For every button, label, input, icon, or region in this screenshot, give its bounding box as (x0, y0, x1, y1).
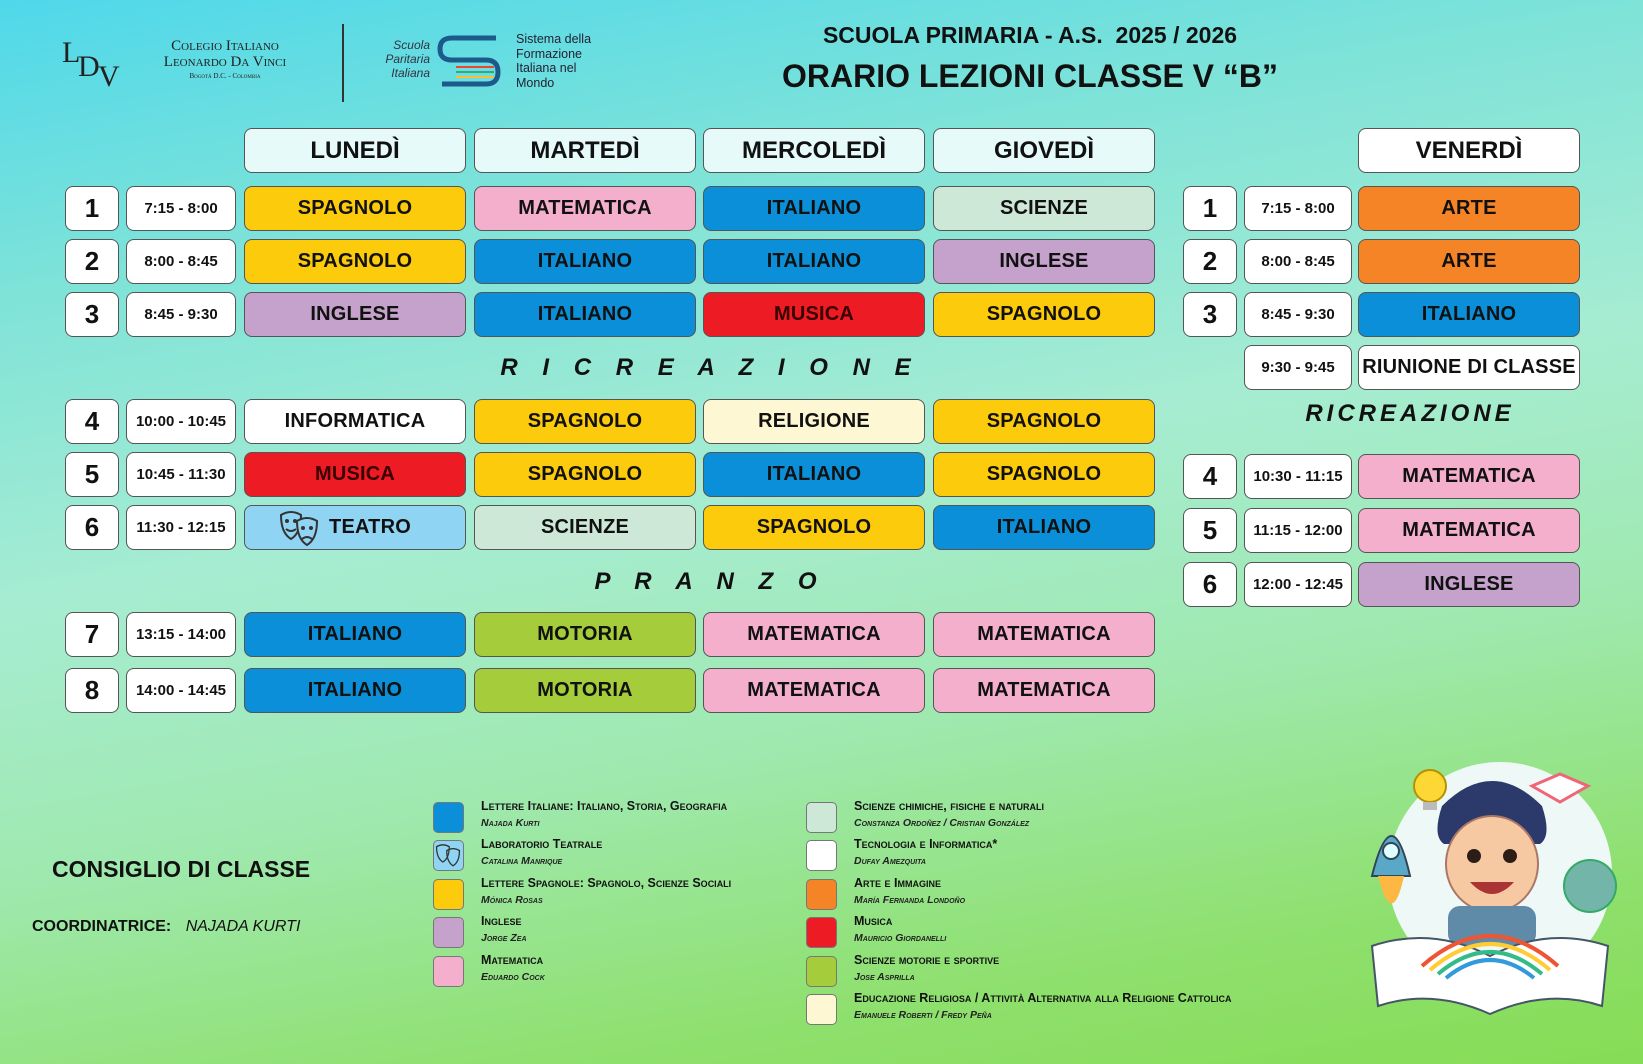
friday-period-time-3: 8:45 - 9:30 (1244, 292, 1352, 337)
lesson-mon-7: ITALIANO (244, 612, 466, 657)
lesson-mon-3: INGLESE (244, 292, 466, 337)
legend-swatch-musica (806, 917, 837, 948)
coordinatrice-label: COORDINATRICE: (32, 918, 172, 935)
lesson-mon-6 (244, 505, 466, 550)
lesson-mon-2: SPAGNOLO (244, 239, 466, 284)
lesson-thu-4: SPAGNOLO (933, 399, 1155, 444)
lesson-thu-7: MATEMATICA (933, 612, 1155, 657)
ricreazione-friday-label: RICREAZIONE (1305, 400, 1515, 427)
svg-text:D: D (78, 50, 100, 83)
lesson-tue-3: ITALIANO (474, 292, 696, 337)
lesson-fri-7: INGLESE (1358, 562, 1580, 607)
school-name-line1: Colegio Italiano (171, 38, 279, 54)
school-location: Bogotá D.C. - Colombia (189, 72, 261, 80)
legend-title-italiano: Lettere Italiane: Italiano, Storia, Geografia (481, 799, 728, 813)
sistema-label (516, 32, 591, 90)
friday-period-time-5: 10:30 - 11:15 (1244, 454, 1352, 499)
sistema-line2: Formazione (516, 46, 582, 61)
legend-title-arte: Arte e Immagine (854, 876, 941, 890)
legend-swatch-informatica (806, 840, 837, 871)
period-number-5: 5 (65, 452, 119, 497)
svg-text:L: L (62, 36, 81, 69)
day-header-fri: VENERDÌ (1358, 128, 1580, 173)
lesson-wed-4: RELIGIONE (703, 399, 925, 444)
friday-period-number-2: 2 (1183, 239, 1237, 284)
legend-teacher-teatro: Catalina Manrique (481, 855, 563, 867)
legend-teacher-informatica: Dufay Amezquita (854, 855, 926, 867)
friday-period-number-1: 1 (1183, 186, 1237, 231)
legend-title-teatro: Laboratorio Teatrale (481, 837, 603, 851)
ldv-monogram-icon (60, 32, 130, 90)
friday-period-time-4: 9:30 - 9:45 (1244, 345, 1352, 390)
lesson-fri-2: ARTE (1358, 239, 1580, 284)
period-number-7: 7 (65, 612, 119, 657)
reading-child-illustration (1352, 756, 1622, 1026)
pranzo-label: P R A N Z O (594, 568, 826, 595)
lesson-wed-6: SPAGNOLO (703, 505, 925, 550)
sistema-logo-icon (436, 32, 506, 90)
lesson-wed-7: MATEMATICA (703, 612, 925, 657)
legend-teacher-religione: Emanuele Roberti / Fredy Peña (854, 1009, 992, 1021)
lesson-label: TEATRO (329, 516, 411, 538)
lesson-tue-1: MATEMATICA (474, 186, 696, 231)
school-logo (60, 32, 130, 90)
legend-title-matematica: Matematica (481, 953, 544, 967)
header-divider (342, 24, 344, 102)
lesson-thu-6: ITALIANO (933, 505, 1155, 550)
legend-title-musica: Musica (854, 914, 893, 928)
legend-title-inglese: Inglese (481, 914, 522, 928)
period-number-4: 4 (65, 399, 119, 444)
legend-teacher-arte: María Fernanda Londoño (854, 894, 966, 906)
lesson-fri-5: MATEMATICA (1358, 454, 1580, 499)
day-header-thu: GIOVEDÌ (933, 128, 1155, 173)
legend-swatch-religione (806, 994, 837, 1025)
legend-swatch-italiano (433, 802, 464, 833)
lesson-mon-8: ITALIANO (244, 668, 466, 713)
day-header-mon: LUNEDÌ (244, 128, 466, 173)
friday-period-time-2: 8:00 - 8:45 (1244, 239, 1352, 284)
theatre-masks-icon (434, 841, 462, 869)
friday-period-time-7: 12:00 - 12:45 (1244, 562, 1352, 607)
period-number-6: 6 (65, 505, 119, 550)
legend-title-informatica: Tecnologia e Informatica* (854, 837, 998, 851)
lesson-fri-1: ARTE (1358, 186, 1580, 231)
legend-title-motoria: Scienze motorie e sportive (854, 953, 1000, 967)
friday-period-number-6: 6 (1183, 562, 1237, 607)
school-name (140, 38, 310, 80)
legend-teacher-motoria: Jose Asprilla (854, 971, 915, 983)
period-time-2: 8:00 - 8:45 (126, 239, 236, 284)
lesson-tue-6: SCIENZE (474, 505, 696, 550)
legend-title-scienze: Scienze chimiche, fisiche e naturali (854, 799, 1045, 813)
friday-period-number-4: 4 (1183, 454, 1237, 499)
legend-swatch-inglese (433, 917, 464, 948)
legend-title-spagnolo: Lettere Spagnole: Spagnolo, Scienze Sociali (481, 876, 732, 890)
period-time-6: 11:30 - 12:15 (126, 505, 236, 550)
period-time-7: 13:15 - 14:00 (126, 612, 236, 657)
legend-swatch-teatro (433, 840, 464, 871)
paritaria-line2: Paritaria (385, 52, 430, 66)
sistema-line4: Mondo (516, 75, 555, 90)
lesson-thu-2: INGLESE (933, 239, 1155, 284)
sistema-line3: Italiana nel (516, 61, 577, 75)
legend-swatch-spagnolo (433, 879, 464, 910)
lesson-tue-5: SPAGNOLO (474, 452, 696, 497)
period-number-8: 8 (65, 668, 119, 713)
legend-swatch-arte (806, 879, 837, 910)
lesson-wed-8: MATEMATICA (703, 668, 925, 713)
paritaria-line1: Scuola (393, 38, 430, 52)
ricreazione-label: R I C R E A Z I O N E (500, 354, 920, 381)
svg-text:V: V (98, 60, 120, 90)
friday-period-time-1: 7:15 - 8:00 (1244, 186, 1352, 231)
page-subtitle: SCUOLA PRIMARIA - A.S. 2025 / 2026 (822, 22, 1238, 48)
lesson-tue-4: SPAGNOLO (474, 399, 696, 444)
legend-teacher-inglese: Jorge Zea (481, 932, 527, 944)
lesson-fri-6: MATEMATICA (1358, 508, 1580, 553)
lesson-wed-5: ITALIANO (703, 452, 925, 497)
lesson-mon-4: INFORMATICA (244, 399, 466, 444)
period-time-5: 10:45 - 11:30 (126, 452, 236, 497)
coordinatrice-row (32, 918, 300, 936)
lesson-wed-3: MUSICA (703, 292, 925, 337)
lesson-fri-4: RIUNIONE DI CLASSE (1358, 345, 1580, 390)
paritaria-line3: Italiana (391, 66, 430, 80)
paritaria-label (378, 38, 430, 80)
lesson-mon-5: MUSICA (244, 452, 466, 497)
consiglio-title: CONSIGLIO DI CLASSE (52, 856, 311, 882)
lesson-fri-3: ITALIANO (1358, 292, 1580, 337)
lesson-thu-3: SPAGNOLO (933, 292, 1155, 337)
coordinatrice-name: NAJADA KURTI (185, 918, 301, 935)
legend-swatch-motoria (806, 956, 837, 987)
day-header-wed: MERCOLEDÌ (703, 128, 925, 173)
period-time-8: 14:00 - 14:45 (126, 668, 236, 713)
lesson-thu-8: MATEMATICA (933, 668, 1155, 713)
lesson-thu-5: SPAGNOLO (933, 452, 1155, 497)
legend-teacher-italiano: Najada Kurti (481, 817, 540, 829)
legend-teacher-musica: Mauricio Giordanelli (854, 932, 947, 944)
lesson-wed-2: ITALIANO (703, 239, 925, 284)
child-reading-book-icon (1352, 756, 1622, 1026)
friday-period-time-6: 11:15 - 12:00 (1244, 508, 1352, 553)
lesson-tue-7: MOTORIA (474, 612, 696, 657)
legend-swatch-matematica (433, 956, 464, 987)
day-header-tue: MARTEDÌ (474, 128, 696, 173)
theatre-masks-icon (277, 509, 321, 550)
legend-title-religione: Educazione Religiosa / Attività Alternativa alla Religione Cattolica (854, 991, 1232, 1005)
lesson-tue-2: ITALIANO (474, 239, 696, 284)
period-time-1: 7:15 - 8:00 (126, 186, 236, 231)
legend-swatch-scienze (806, 802, 837, 833)
period-number-3: 3 (65, 292, 119, 337)
school-name-line2: Leonardo Da Vinci (163, 54, 287, 70)
lesson-tue-8: MOTORIA (474, 668, 696, 713)
period-time-3: 8:45 - 9:30 (126, 292, 236, 337)
legend-teacher-spagnolo: Mónica Rosas (481, 894, 543, 906)
sistema-line1: Sistema della (516, 32, 592, 46)
legend-teacher-scienze: Constanza Ordoñez / Cristian González (854, 817, 1030, 829)
friday-period-number-3: 3 (1183, 292, 1237, 337)
page-title: ORARIO LEZIONI CLASSE V “B” (781, 58, 1279, 94)
legend-teacher-matematica: Eduardo Cock (481, 971, 545, 983)
lesson-wed-1: ITALIANO (703, 186, 925, 231)
friday-period-number-5: 5 (1183, 508, 1237, 553)
period-number-1: 1 (65, 186, 119, 231)
period-number-2: 2 (65, 239, 119, 284)
lesson-thu-1: SCIENZE (933, 186, 1155, 231)
period-time-4: 10:00 - 10:45 (126, 399, 236, 444)
lesson-mon-1: SPAGNOLO (244, 186, 466, 231)
